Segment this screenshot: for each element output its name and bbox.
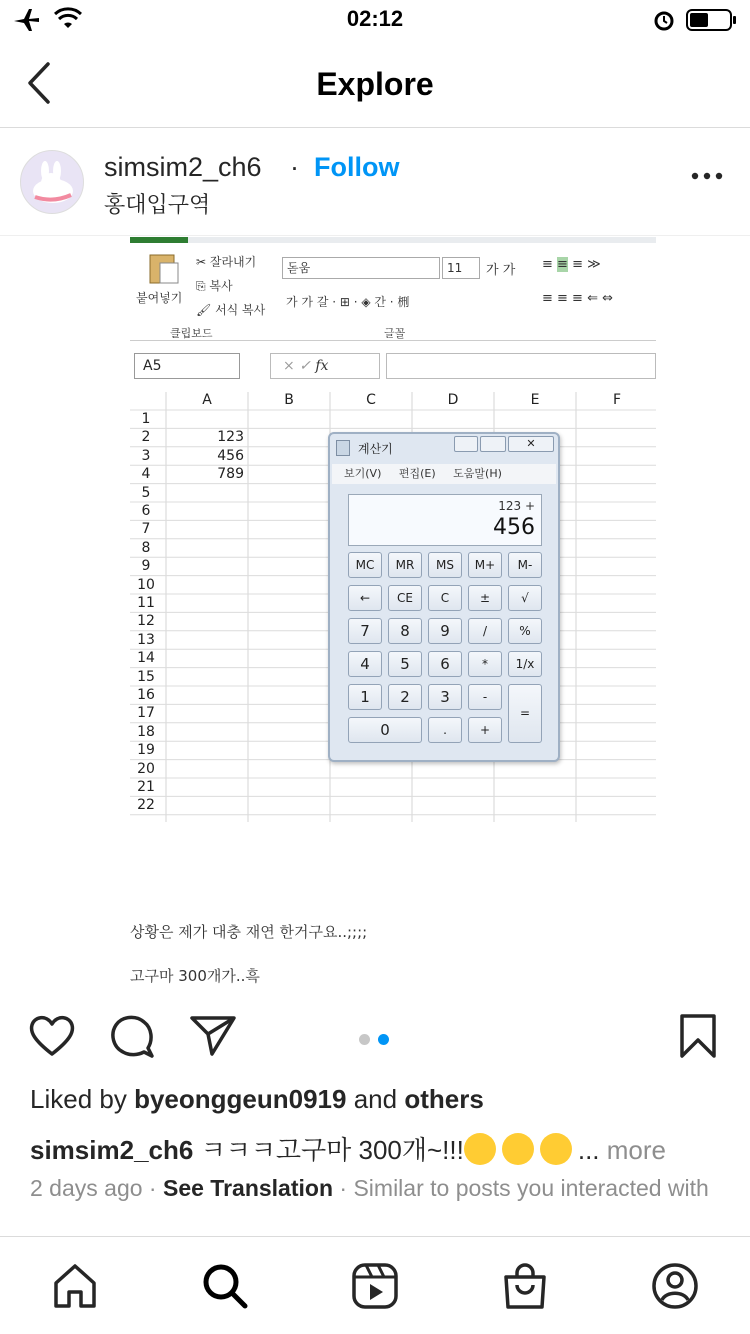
row-header: 17 [137,705,155,722]
column-header: E [530,392,540,408]
post-image[interactable] [0,237,750,1005]
cell-value: 456 [217,447,244,464]
heart-icon[interactable] [28,1012,76,1058]
similar-posts-note: Similar to posts you interacted with [353,1175,709,1201]
menu-edit: 편집(E) [398,467,436,480]
calculator-key: MC [348,552,382,578]
rofl-emoji-icon [540,1133,572,1165]
row-header: 12 [137,613,155,630]
calculator-key: CE [388,585,422,611]
carousel-pager [359,1032,397,1050]
row-header: 9 [141,558,151,575]
column-header: A [202,392,212,408]
calculator-key: + [468,717,502,743]
image-caption-1: 상황은 제가 대충 재연 한거구요..;;;; [130,923,368,941]
bookmark-icon[interactable] [678,1012,718,1060]
nav-bar [0,42,750,128]
likes-and: and [353,1084,398,1114]
caption-username[interactable]: simsim2_ch6 [30,1135,194,1165]
see-translation-link[interactable]: See Translation [162,1175,333,1201]
copy-label: ⎘ 복사 [196,279,233,293]
column-header: D [447,392,459,408]
search-icon[interactable] [200,1261,250,1311]
calculator-key: 7 [348,618,382,644]
font-size-box: 11 [442,257,480,279]
bunny-avatar-icon [21,151,84,214]
font-style-icons: 가 가 갈 · ⊞ · ◈ 간 · 㭢 [286,295,410,309]
column-header: F [612,392,622,408]
column-header: C [366,392,376,408]
row-header: 6 [141,503,151,519]
calculator-key: = [508,684,542,743]
row-header: 15 [137,668,155,685]
format-painter-label: 🖌 서식 복사 [196,303,266,317]
calculator-key: M- [508,552,542,578]
home-icon[interactable] [50,1261,100,1311]
calculator-window [328,432,560,762]
paste-label: 붙여넣기 [136,291,183,305]
avatar[interactable] [20,150,84,214]
calculator-key: MR [388,552,422,578]
row-header: 7 [141,521,151,538]
status-time: 02:12 [346,6,404,31]
calculator-key: % [508,618,542,644]
name-box: A5 [134,353,240,379]
calculator-key: 6 [428,651,462,677]
caption-more-link[interactable]: more [606,1135,666,1165]
row-header: 10 [137,576,155,593]
close-icon: ✕ [508,436,554,452]
calculator-menu [332,464,556,484]
rofl-emoji-icon [502,1133,534,1165]
row-header: 16 [137,687,155,703]
row-header: 20 [137,760,155,777]
post-meta [30,1174,730,1202]
post-location[interactable]: 홍대입구역 [104,192,211,217]
calculator-key: 3 [428,684,462,710]
calculator-key: C [428,585,462,611]
calculator-key: / [468,618,502,644]
time-ago: 2 days ago [30,1175,143,1201]
likes-others[interactable]: others [404,1084,484,1114]
calculator-value: 456 [493,515,535,540]
calculator-key: 1 [348,684,382,710]
maximize-icon [480,436,506,452]
caption-text: ㅋㅋㅋ고구마 300개~!!! [200,1135,464,1165]
alarm-icon [652,9,676,31]
formula-bar [130,349,656,383]
row-header: 11 [137,595,155,611]
row-header: 21 [137,779,155,795]
cut-label: ✂ 잘라내기 [196,255,257,269]
row-header: 22 [137,797,155,814]
cell-value: 123 [217,429,244,446]
calculator-app-icon [336,440,350,456]
post-header [0,130,750,236]
status-bar [0,0,750,40]
follow-button[interactable]: Follow [314,152,400,182]
separator-dot: · [290,152,299,182]
calculator-key: 5 [388,651,422,677]
comment-icon[interactable] [108,1012,156,1060]
likes-prefix: Liked by [30,1084,127,1114]
pager-dot [359,1034,370,1045]
reels-icon[interactable] [350,1261,400,1311]
caption-line [30,1130,730,1167]
row-header: 3 [141,447,151,464]
cell-value: 789 [217,466,244,483]
menu-help: 도움말(H) [453,467,502,480]
excel-ribbon [130,237,656,341]
calculator-key: M+ [468,552,502,578]
clipboard-icon [146,251,182,287]
calculator-title: 계산기 [358,442,393,456]
calculator-key: 1/x [508,651,542,677]
liker-username[interactable]: byeonggeun0919 [134,1084,347,1114]
column-header: B [284,392,294,408]
meta-sep: · [339,1175,348,1201]
row-header: 8 [141,539,151,556]
row-header: 19 [137,742,155,759]
align-icons-2: ≡ ≡ ≡ ⇐ ⇔ [542,291,613,306]
calculator-key: * [468,651,502,677]
row-header: 18 [137,723,155,740]
page-title: Explore [316,66,434,102]
minimize-icon [454,436,478,452]
image-caption-2: 고구마 300개가..흑 [130,967,260,985]
font-name-box: 돋움 [282,257,440,279]
calculator-key: √ [508,585,542,611]
calculator-key: ± [468,585,502,611]
meta-sep: · [148,1175,157,1201]
row-header: 1 [141,411,151,427]
font-group-label: 글꼴 [384,327,406,340]
align-icons: ≡ ≡ ≡ ≫ [542,257,601,272]
calculator-key: 2 [388,684,422,710]
battery-icon [686,8,738,32]
formula-input [386,353,656,379]
row-header: 13 [137,631,155,648]
profile-icon[interactable] [650,1261,700,1311]
font-grow-icons: 가 가 [486,263,516,278]
likes-line [30,1084,484,1115]
more-options-icon[interactable] [690,170,724,182]
share-icon[interactable] [188,1012,238,1058]
calculator-key: 8 [388,618,422,644]
post-username[interactable]: simsim2_ch6 [104,152,262,182]
caption-ellipsis: ... [577,1135,600,1165]
calculator-key: 0 [348,717,422,743]
calculator-key: MS [428,552,462,578]
formula-icons: × ✓ fx [270,353,380,379]
clipboard-group-label: 클립보드 [170,327,213,340]
calculator-expression: 123 + [498,499,535,513]
calculator-key: 9 [428,618,462,644]
shop-icon[interactable] [500,1261,550,1311]
tab-bar [0,1236,750,1334]
row-header: 5 [141,484,151,501]
menu-view: 보기(V) [344,467,382,480]
rofl-emoji-icon [464,1133,496,1165]
calculator-key: ← [348,585,382,611]
calculator-key: 4 [348,651,382,677]
calculator-key: - [468,684,502,710]
calculator-key: . [428,717,462,743]
row-header: 2 [141,429,151,446]
row-header: 14 [137,650,155,667]
post-actions [0,1006,750,1070]
pager-dot-active [378,1034,389,1045]
calculator-display [348,494,542,546]
row-header: 4 [141,466,151,483]
